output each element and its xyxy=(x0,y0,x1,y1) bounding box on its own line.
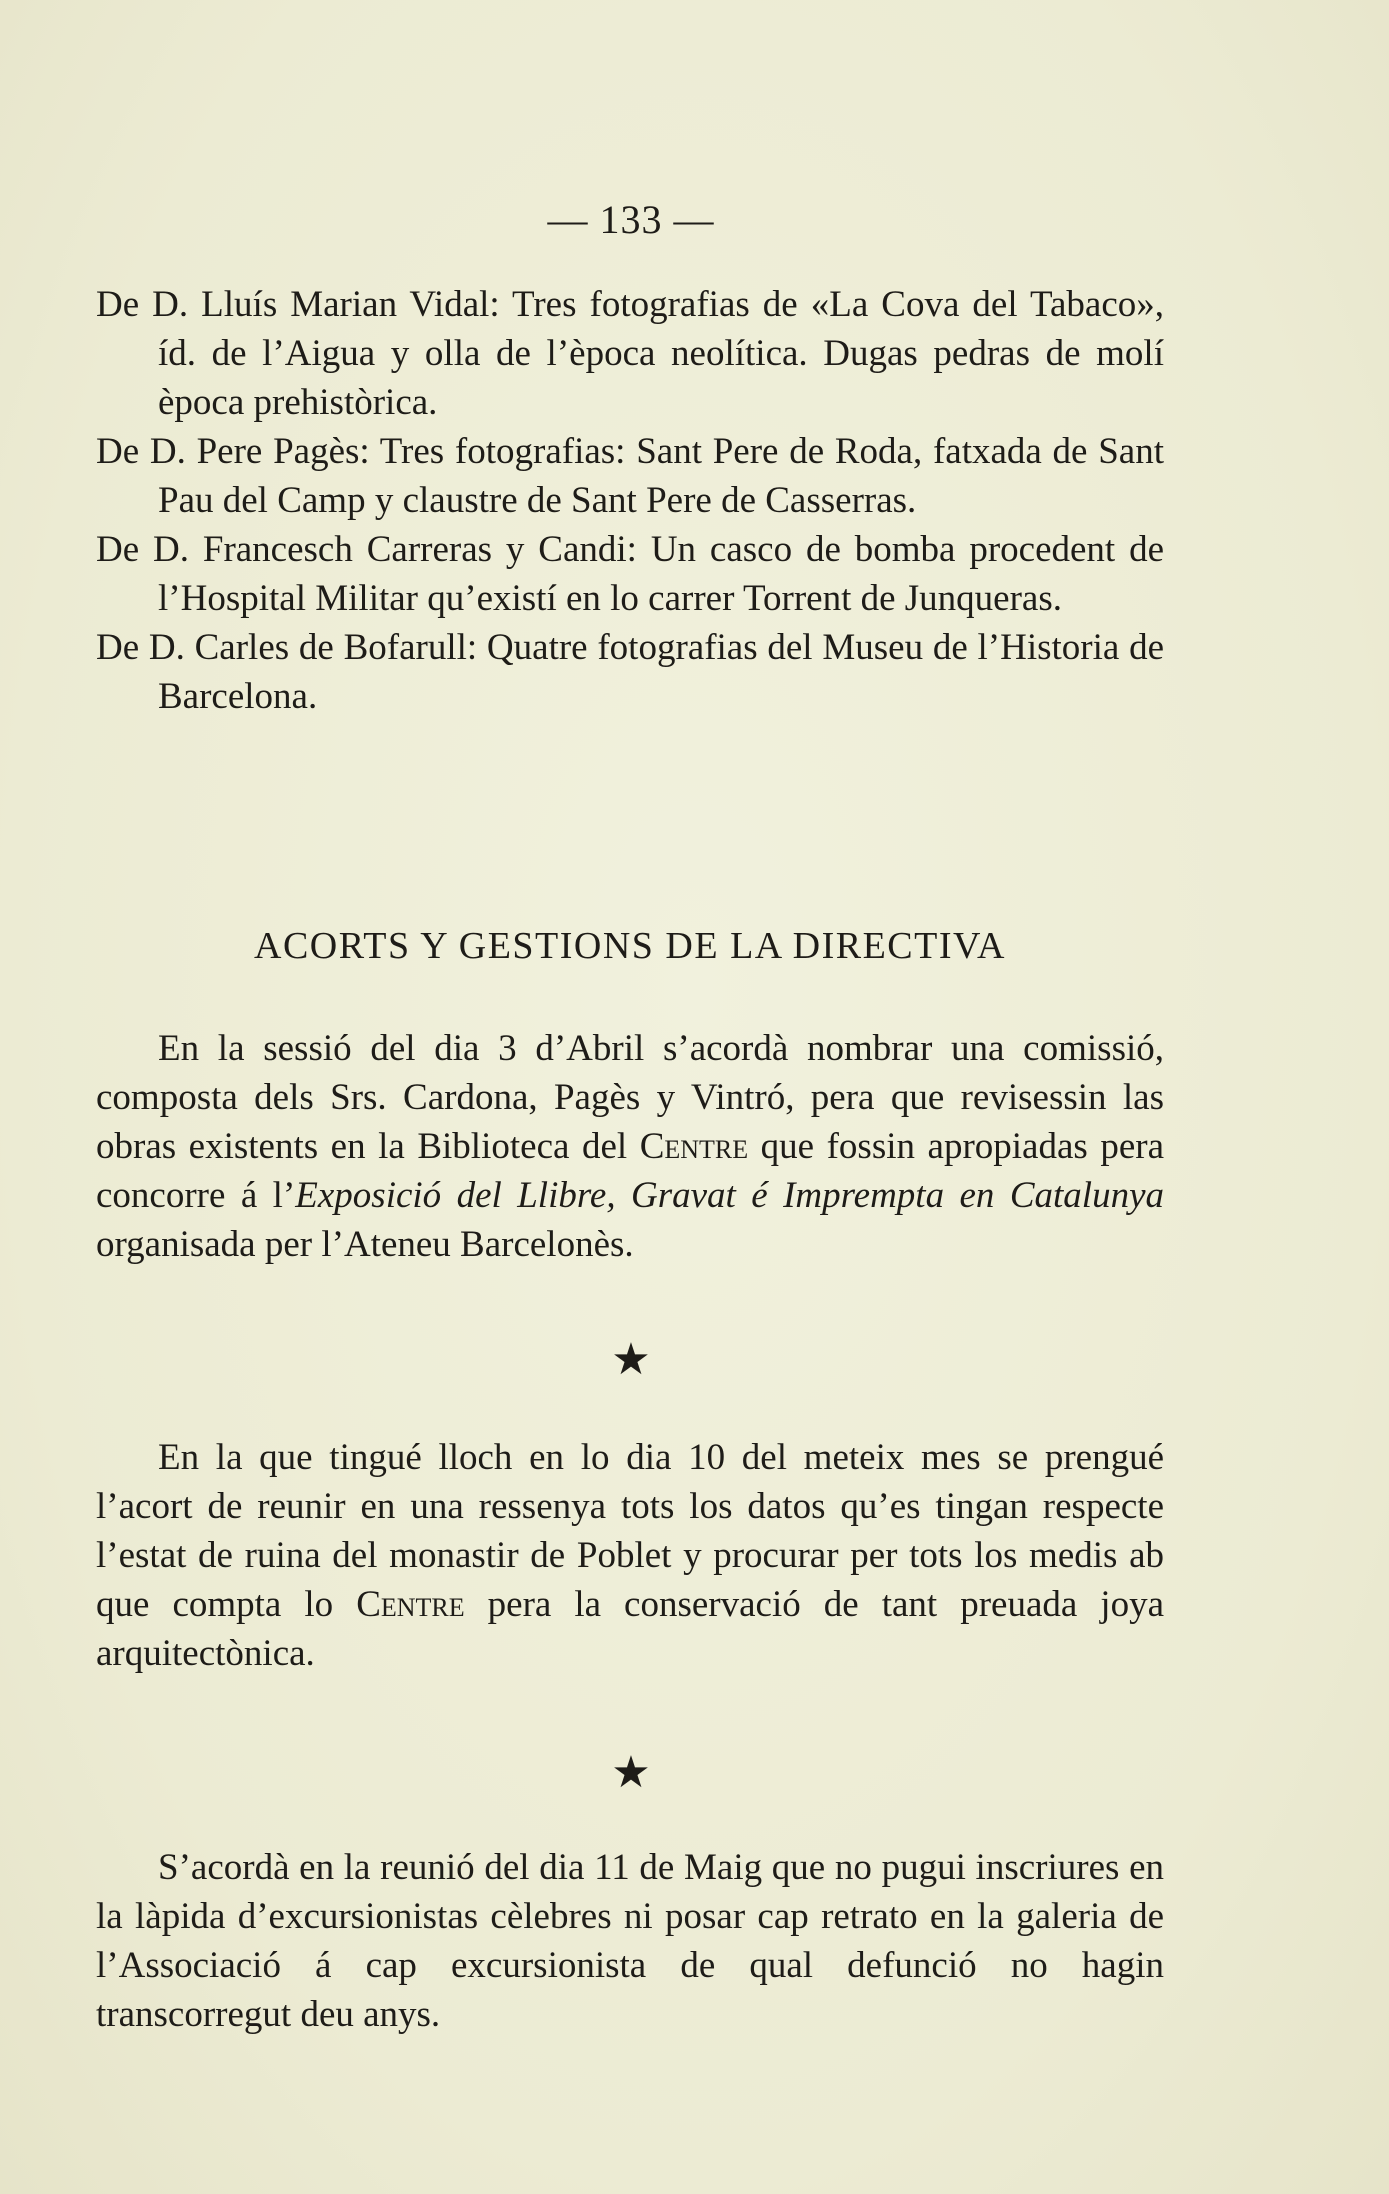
star-separator: ★ xyxy=(611,1748,651,1797)
donation-entry: De D. Francesch Carreras y Candi: Un casco de bomba procedent de l’Hospital Militar qu’existí en lo carrer Torrent de Junqueras. xyxy=(96,529,1164,619)
donation-entry: De D. Carles de Bofarull: Quatre fotografias del Museu de l’Historia de Barcelona. xyxy=(96,627,1164,717)
paragraph-text: organisada per l’Ateneu Barcelonès. xyxy=(96,1224,634,1265)
centre-name: Centre xyxy=(639,1126,749,1167)
donation-entry: De D. Pere Pagès: Tres fotografias: Sant Pere de Roda, fatxada de Sant Pau del Camp y claustre de Sant Pere de Casserras. xyxy=(96,431,1164,521)
paragraph-text: En la que tingué lloch en lo dia 10 del meteix mes se prengué l’acort de reunir en una ressenya tots los datos qu’es tingan respecte l’estat de ruina del monastir de Poblet y procurar per tots los medis ab que compta lo xyxy=(96,1437,1164,1625)
donation-entry: De D. Lluís Marian Vidal: Tres fotografias de «La Cova del Tabaco», íd. de l’Aigua y olla de l’època neolítica. Dugas pedras de molí època prehistòrica. xyxy=(96,284,1164,423)
centre-name: Centre xyxy=(356,1584,465,1625)
exposition-title: Exposició del Llibre, Gravat é Imprempta en Catalunya xyxy=(295,1175,1164,1216)
page-number: — 133 — xyxy=(547,197,715,242)
paragraph-text: En la sessió del dia 3 d’Abril s’acordà nombrar una comissió, composta dels Srs. Cardona, Pagès y Vintró, pera que revisessin las obras existents en la Biblioteca del xyxy=(96,1028,1164,1167)
section-heading: ACORTS Y GESTIONS DE LA DIRECTIVA xyxy=(254,925,1006,967)
paragraph-text: pera la conservació de tant preuada joya arquitectònica. xyxy=(96,1584,1165,1674)
donation-list xyxy=(96,280,1164,721)
paragraph-poblet xyxy=(96,1433,1164,1678)
paragraph-text: que fossin apropiadas pera concorre á l’ xyxy=(96,1126,1164,1216)
star-separator: ★ xyxy=(611,1335,651,1384)
paragraph-text: S’acordà en la reunió del dia 11 de Maig que no pugui inscriures en la làpida d’excursionistas cèlebres ni posar cap retrato en la galeria de l’Associació á cap excursionista de qual defunció no hagin transcorregut deu anys. xyxy=(96,1847,1164,2035)
paragraph-may-session xyxy=(96,1843,1164,2039)
paragraph-april-session xyxy=(96,1024,1164,1269)
